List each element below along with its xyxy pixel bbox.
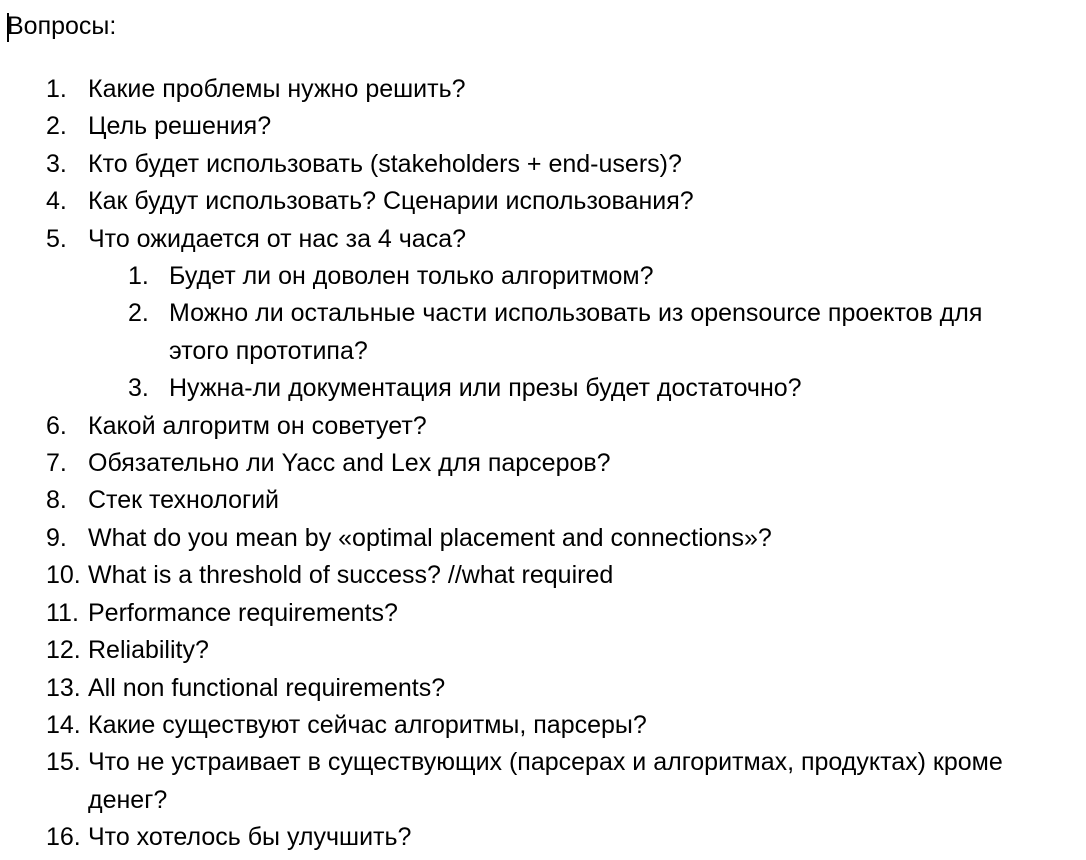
list-item-number: 8. bbox=[46, 486, 67, 515]
list-item bbox=[0, 183, 1086, 220]
list-item bbox=[0, 520, 1086, 557]
list-item-text: What do you mean by «optimal placement and connections»? bbox=[88, 523, 772, 552]
list-item-number: 11. bbox=[46, 598, 79, 627]
list-item-text: What is a threshold of success? //what required bbox=[88, 561, 614, 590]
list-item-number: 5. bbox=[46, 224, 67, 253]
list-item-text: Какие существуют сейчас алгоритмы, парсеры? bbox=[88, 710, 647, 739]
list-item-number: 10. bbox=[46, 561, 81, 590]
list-item-text: Что хотелось бы улучшить? bbox=[88, 823, 412, 852]
list-item-text: Reliability? bbox=[88, 636, 209, 665]
list-item bbox=[0, 632, 1086, 669]
list-item-text: Какие проблемы нужно решить? bbox=[88, 75, 466, 103]
list-item-text: Цель решения? bbox=[88, 112, 272, 141]
list-item bbox=[0, 108, 1086, 145]
questions-list bbox=[0, 71, 1086, 857]
list-item-number: 15. bbox=[46, 748, 81, 777]
list-item-text: Как будут использовать? Сценарии использования? bbox=[88, 187, 694, 216]
sub-list-item-text: Нужна-ли документация или презы будет достаточно? bbox=[169, 374, 802, 403]
list-item bbox=[0, 670, 1086, 707]
list-item-number: 6. bbox=[46, 411, 67, 440]
list-item bbox=[0, 445, 1086, 482]
list-item-text: Стек технологий bbox=[88, 486, 280, 515]
list-item-text: Performance requirements? bbox=[88, 598, 398, 627]
sub-list-item-number: 2. bbox=[128, 299, 149, 328]
list-item-text: All non functional requirements? bbox=[88, 673, 446, 702]
list-item-number: 1. bbox=[46, 75, 67, 103]
list-item bbox=[0, 71, 1086, 108]
list-item-number: 16. bbox=[46, 823, 81, 852]
list-item bbox=[0, 146, 1086, 183]
list-item-number: 2. bbox=[46, 112, 67, 141]
list-item bbox=[0, 595, 1086, 632]
list-item-number: 14. bbox=[46, 710, 81, 739]
list-item bbox=[0, 557, 1086, 594]
sub-list-item-text: Можно ли остальные части использовать из opensource проектов для этого прототипа? bbox=[169, 299, 983, 365]
list-item-number: 4. bbox=[46, 187, 67, 216]
list-item bbox=[0, 819, 1086, 856]
list-item-text: Обязательно ли Yacc and Lex для парсеров? bbox=[88, 449, 611, 478]
sub-list-item bbox=[0, 258, 1086, 295]
list-item bbox=[0, 408, 1086, 445]
list-item-number: 13. bbox=[46, 673, 81, 702]
list-item-text: Что не устраивает в существующих (парсерах и алгоритмах, продуктах) кроме денег? bbox=[88, 748, 1003, 814]
list-item bbox=[0, 221, 1086, 258]
list-item-number: 9. bbox=[46, 523, 67, 552]
list-item-number: 3. bbox=[46, 149, 67, 178]
list-item-text: Что ожидается от нас за 4 часа? bbox=[88, 224, 467, 253]
list-item bbox=[0, 707, 1086, 744]
list-item bbox=[0, 482, 1086, 519]
list-item-text: Какой алгоритм он советует? bbox=[88, 411, 427, 440]
sub-list-item-number: 3. bbox=[128, 374, 149, 403]
sub-list-item-number: 1. bbox=[128, 262, 149, 291]
document-heading: Вопросы: bbox=[7, 12, 117, 40]
list-item-text: Кто будет использовать (stakeholders + end-users)? bbox=[88, 149, 682, 178]
sub-list-item bbox=[0, 370, 1086, 407]
list-item bbox=[0, 744, 1086, 819]
list-item-number: 12. bbox=[46, 636, 81, 665]
sub-list-item-text: Будет ли он доволен только алгоритмом? bbox=[169, 262, 654, 291]
list-item-number: 7. bbox=[46, 449, 67, 478]
sub-list-item bbox=[0, 295, 1086, 370]
